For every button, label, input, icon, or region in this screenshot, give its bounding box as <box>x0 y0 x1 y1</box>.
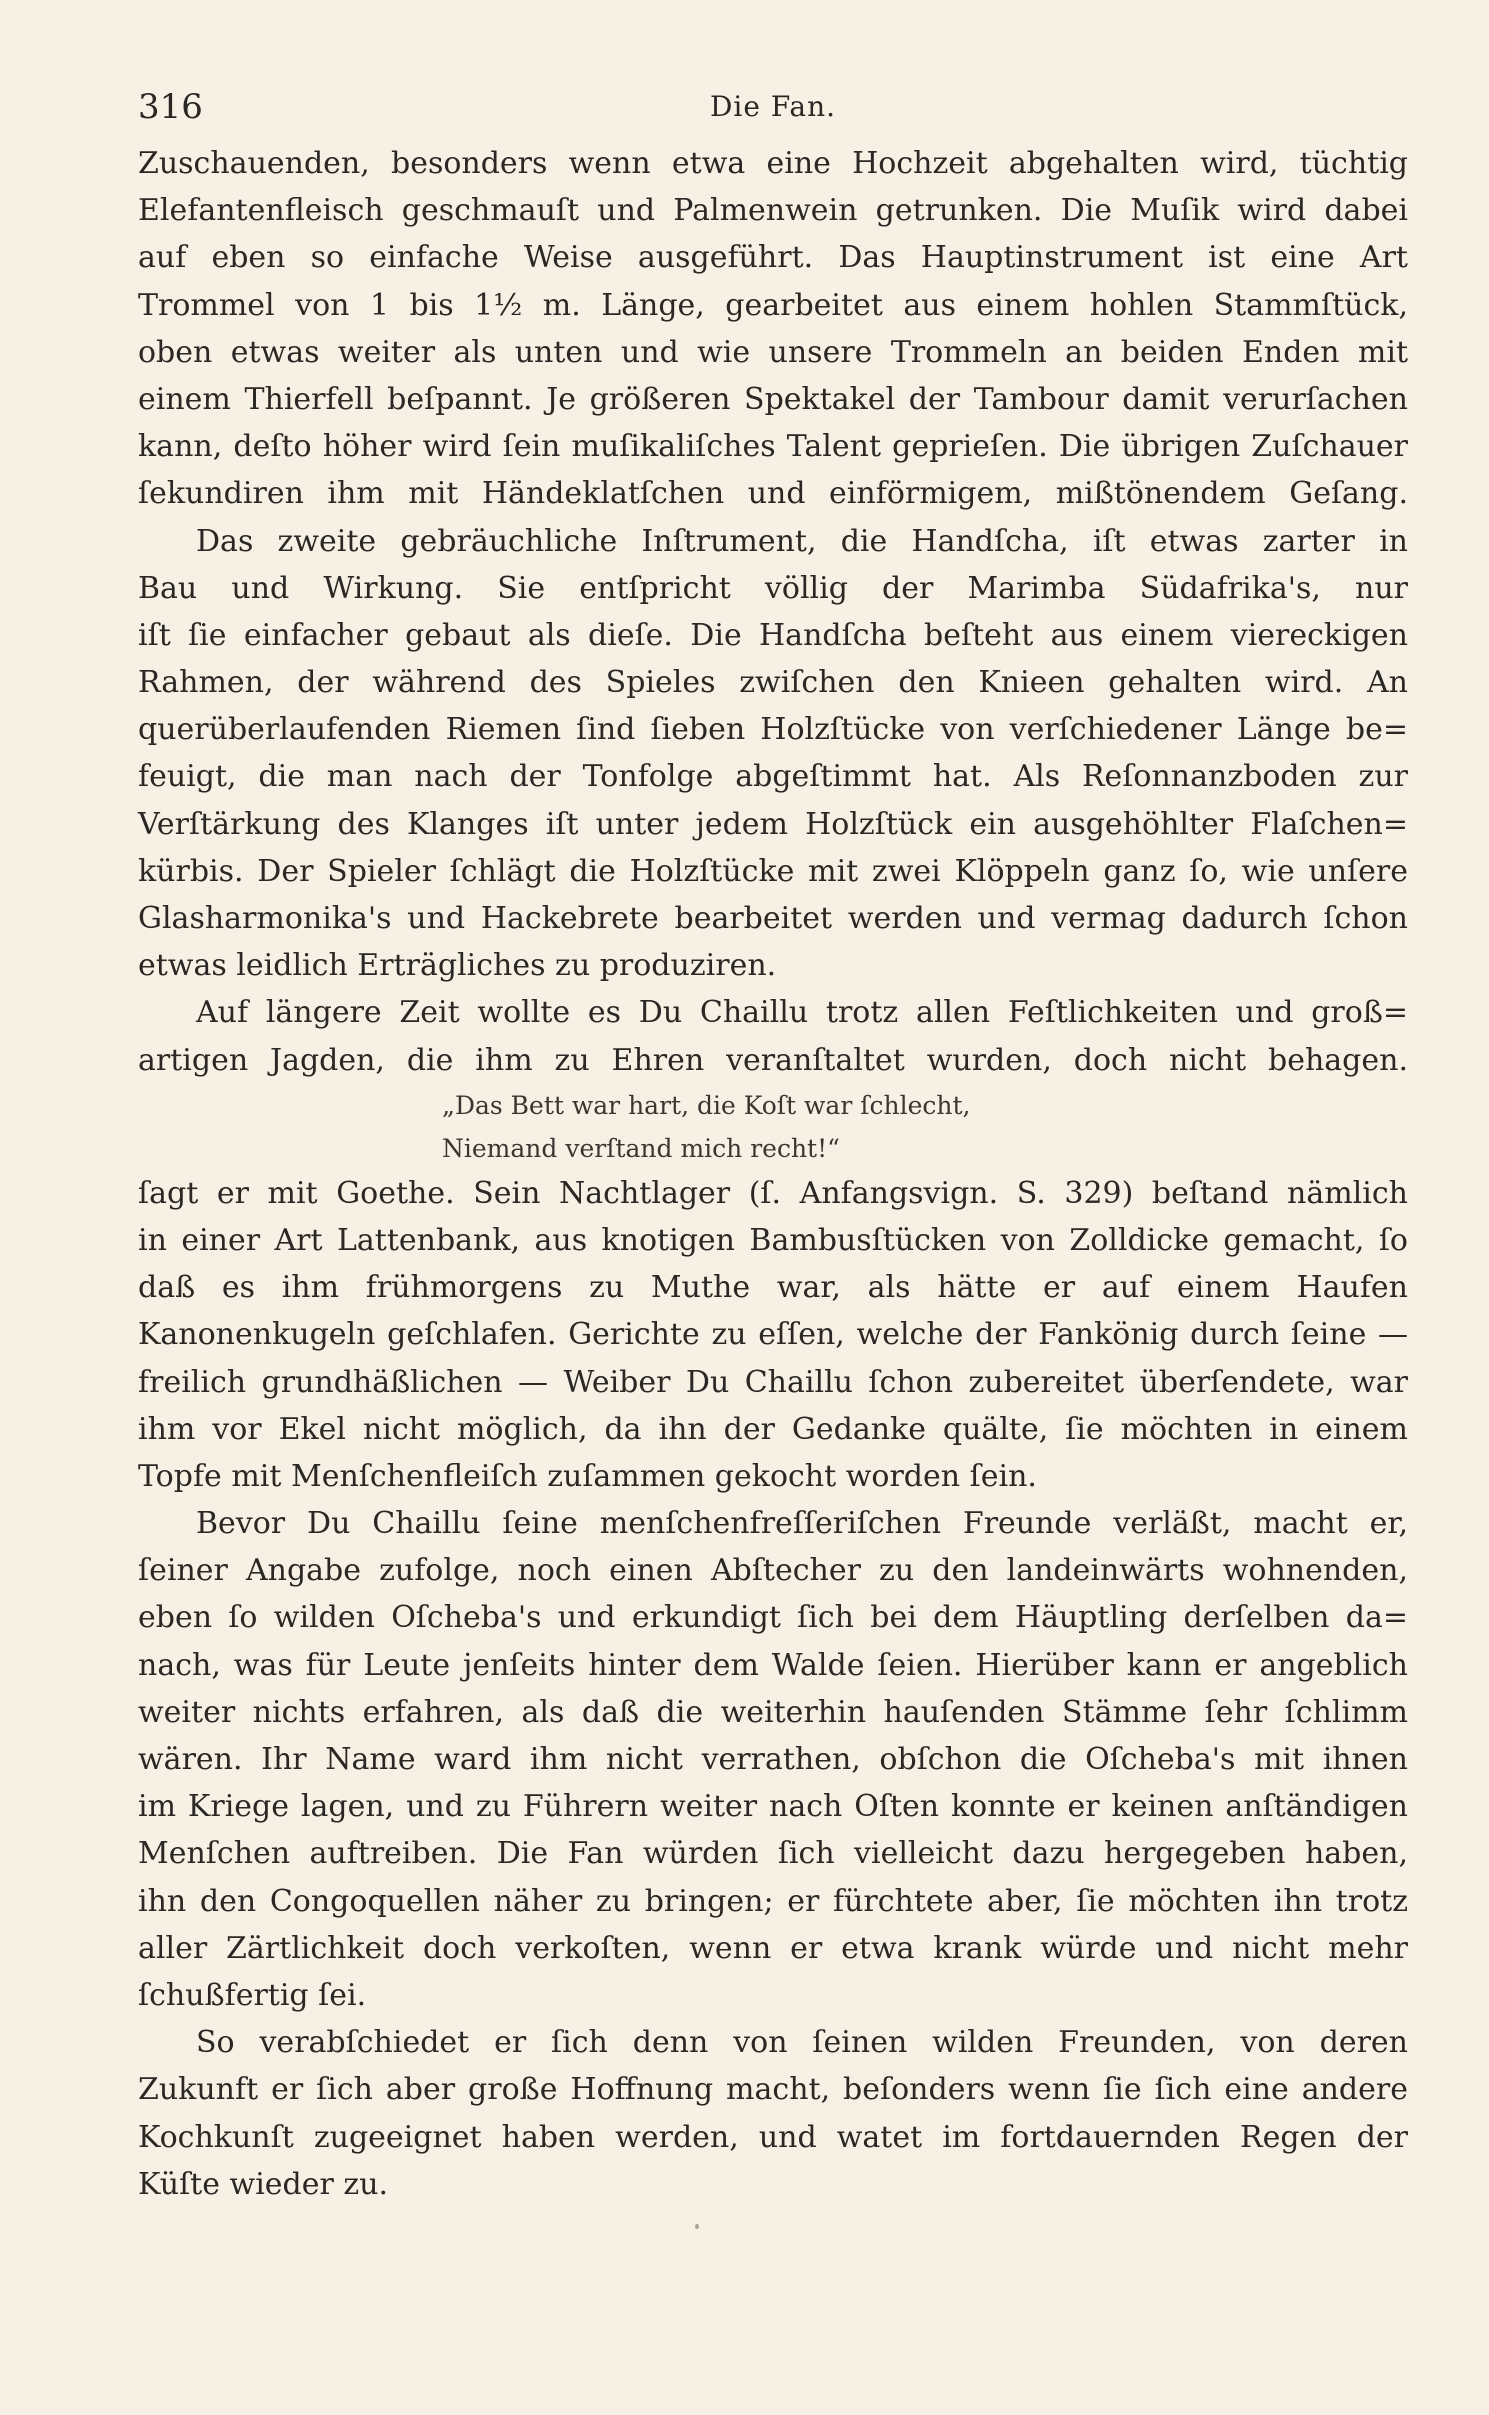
text-line: Glasharmonika's und Hackebrete bearbeitet werden und vermag dadurch ſchon <box>138 901 1408 936</box>
text-line: ſagt er mit Goethe. Sein Nachtlager (ſ. Anfangsvign. S. 329) beſtand nämlich <box>138 1175 1408 1211</box>
text-line: Trommel von 1 bis 1½ m. Länge, gearbeitet aus einem hohlen Stammſtück, <box>138 287 1408 323</box>
text-line: kann, deſto höher wird ſein muſikaliſches Talent geprieſen. Die übrigen Zuſchauer <box>138 429 1408 465</box>
quote-line: Niemand verſtand mich recht!“ <box>442 1133 840 1163</box>
text-line: Zukunft er ſich aber große Hoffnung macht, beſonders wenn ſie ſich eine andere <box>138 2072 1408 2108</box>
quote-line: „Das Bett war hart, die Koſt war ſchlecht, <box>442 1090 971 1120</box>
text-line: einem Thierfell beſpannt. Je größeren Spektakel der Tambour damit verurſachen <box>138 381 1408 417</box>
text-line: Kanonenkugeln geſchlafen. Gerichte zu eſſen, welche der Fankönig durch ſeine — <box>138 1317 1408 1353</box>
text-line: freilich grundhäßlichen — Weiber Du Chaillu ſchon zubereitet überſendete, war <box>138 1364 1408 1400</box>
text-line: Topfe mit Menſchenfleiſch zuſammen gekocht worden ſein. <box>138 1458 1037 1494</box>
text-line: feuigt, die man nach der Tonfolge abgeſtimmt hat. Als Reſonnanzboden zur <box>138 759 1408 795</box>
text-line: Küſte wieder zu. <box>138 2166 389 2202</box>
text-line: oben etwas weiter als unten und wie unsere Trommeln an beiden Enden mit <box>138 334 1408 370</box>
page-number: 316 <box>138 87 203 127</box>
text-line: Bevor Du Chaillu ſeine menſchenfreſſeriſchen Freunde verläßt, macht er, <box>196 1506 1408 1542</box>
text-line: daß es ihm frühmorgens zu Muthe war, als hätte er auf einem Haufen <box>138 1270 1408 1306</box>
paper-speck <box>695 2224 699 2229</box>
text-line: iſt ſie einfacher gebaut als dieſe. Die Handſcha beſteht aus einem viereckigen <box>138 617 1408 653</box>
text-line: Kochkunſt zugeeignet haben werden, und watet im fortdauernden Regen der <box>138 2119 1408 2155</box>
text-line: Auf längere Zeit wollte es Du Chaillu trotz allen Feſtlichkeiten und groß= <box>196 995 1408 1031</box>
text-line: aller Zärtlichkeit doch verkoſten, wenn er etwa krank würde und nicht mehr <box>138 1930 1408 1966</box>
text-line: Menſchen auftreiben. Die Fan würden ſich vielleicht dazu hergegeben haben, <box>138 1836 1408 1872</box>
text-line: Zuschauenden, besonders wenn etwa eine Hochzeit abgehalten wird, tüchtig <box>138 146 1408 181</box>
text-line: So verabſchiedet er ſich denn von ſeinen wilden Freunden, von deren <box>196 2025 1408 2061</box>
text-line: querüberlaufenden Riemen ſind ſieben Holzſtücke von verſchiedener Länge be= <box>138 712 1408 748</box>
text-line: weiter nichts erfahren, als daß die weiterhin hauſenden Stämme ſehr ſchlimm <box>138 1694 1408 1730</box>
text-line: im Kriege lagen, und zu Führern weiter nach Oſten konnte er keinen anſtändigen <box>138 1789 1408 1825</box>
running-title: Die Fan. <box>709 90 837 123</box>
text-line: Bau und Wirkung. Sie entſpricht völlig der Marimba Südafrika's, nur <box>138 570 1408 606</box>
text-line: ſchußfertig ſei. <box>138 1977 367 2013</box>
body-text <box>138 140 1408 2208</box>
text-line: Rahmen, der während des Spieles zwiſchen den Knieen gehalten wird. An <box>138 665 1408 701</box>
text-line: eben ſo wilden Oſcheba's und erkundigt ſich bei dem Häuptling derſelben da= <box>138 1600 1408 1636</box>
text-line: kürbis. Der Spieler ſchlägt die Holzſtücke mit zwei Klöppeln ganz ſo, wie unſere <box>138 853 1408 889</box>
text-line: in einer Art Lattenbank, aus knotigen Bambusſtücken von Zolldicke gemacht, ſo <box>138 1222 1408 1258</box>
text-line: ihn den Congoquellen näher zu bringen; er fürchtete aber, ſie möchten ihn trotz <box>138 1883 1408 1919</box>
text-line: ſeiner Angabe zufolge, noch einen Abſtecher zu den landeinwärts wohnenden, <box>138 1553 1408 1589</box>
text-line: nach, was für Leute jenſeits hinter dem Walde ſeien. Hierüber kann er angeblich <box>138 1647 1408 1683</box>
text-line: ihm vor Ekel nicht möglich, da ihn der Gedanke quälte, ſie möchten in einem <box>138 1411 1408 1447</box>
text-line: Verſtärkung des Klanges iſt unter jedem Holzſtück ein ausgehöhlter Flaſchen= <box>138 806 1408 842</box>
text-line: wären. Ihr Name ward ihm nicht verrathen, obſchon die Oſcheba's mit ihnen <box>138 1742 1408 1777</box>
text-line: etwas leidlich Erträgliches zu produziren. <box>138 948 777 984</box>
text-line: artigen Jagden, die ihm zu Ehren veranſtaltet wurden, doch nicht behagen. <box>138 1042 1408 1078</box>
text-line: Das zweite gebräuchliche Inſtrument, die Handſcha, iſt etwas zarter in <box>196 523 1408 559</box>
text-line: Elefantenfleisch geschmauſt und Palmenwein getrunken. Die Muſik wird dabei <box>138 193 1408 229</box>
text-line: ſekundiren ihm mit Händeklatſchen und einförmigem, mißtönendem Geſang. <box>138 476 1408 512</box>
text-line: auf eben so einfache Weise ausgeführt. Das Hauptinstrument ist eine Art <box>138 240 1408 276</box>
page-header <box>138 82 1408 132</box>
